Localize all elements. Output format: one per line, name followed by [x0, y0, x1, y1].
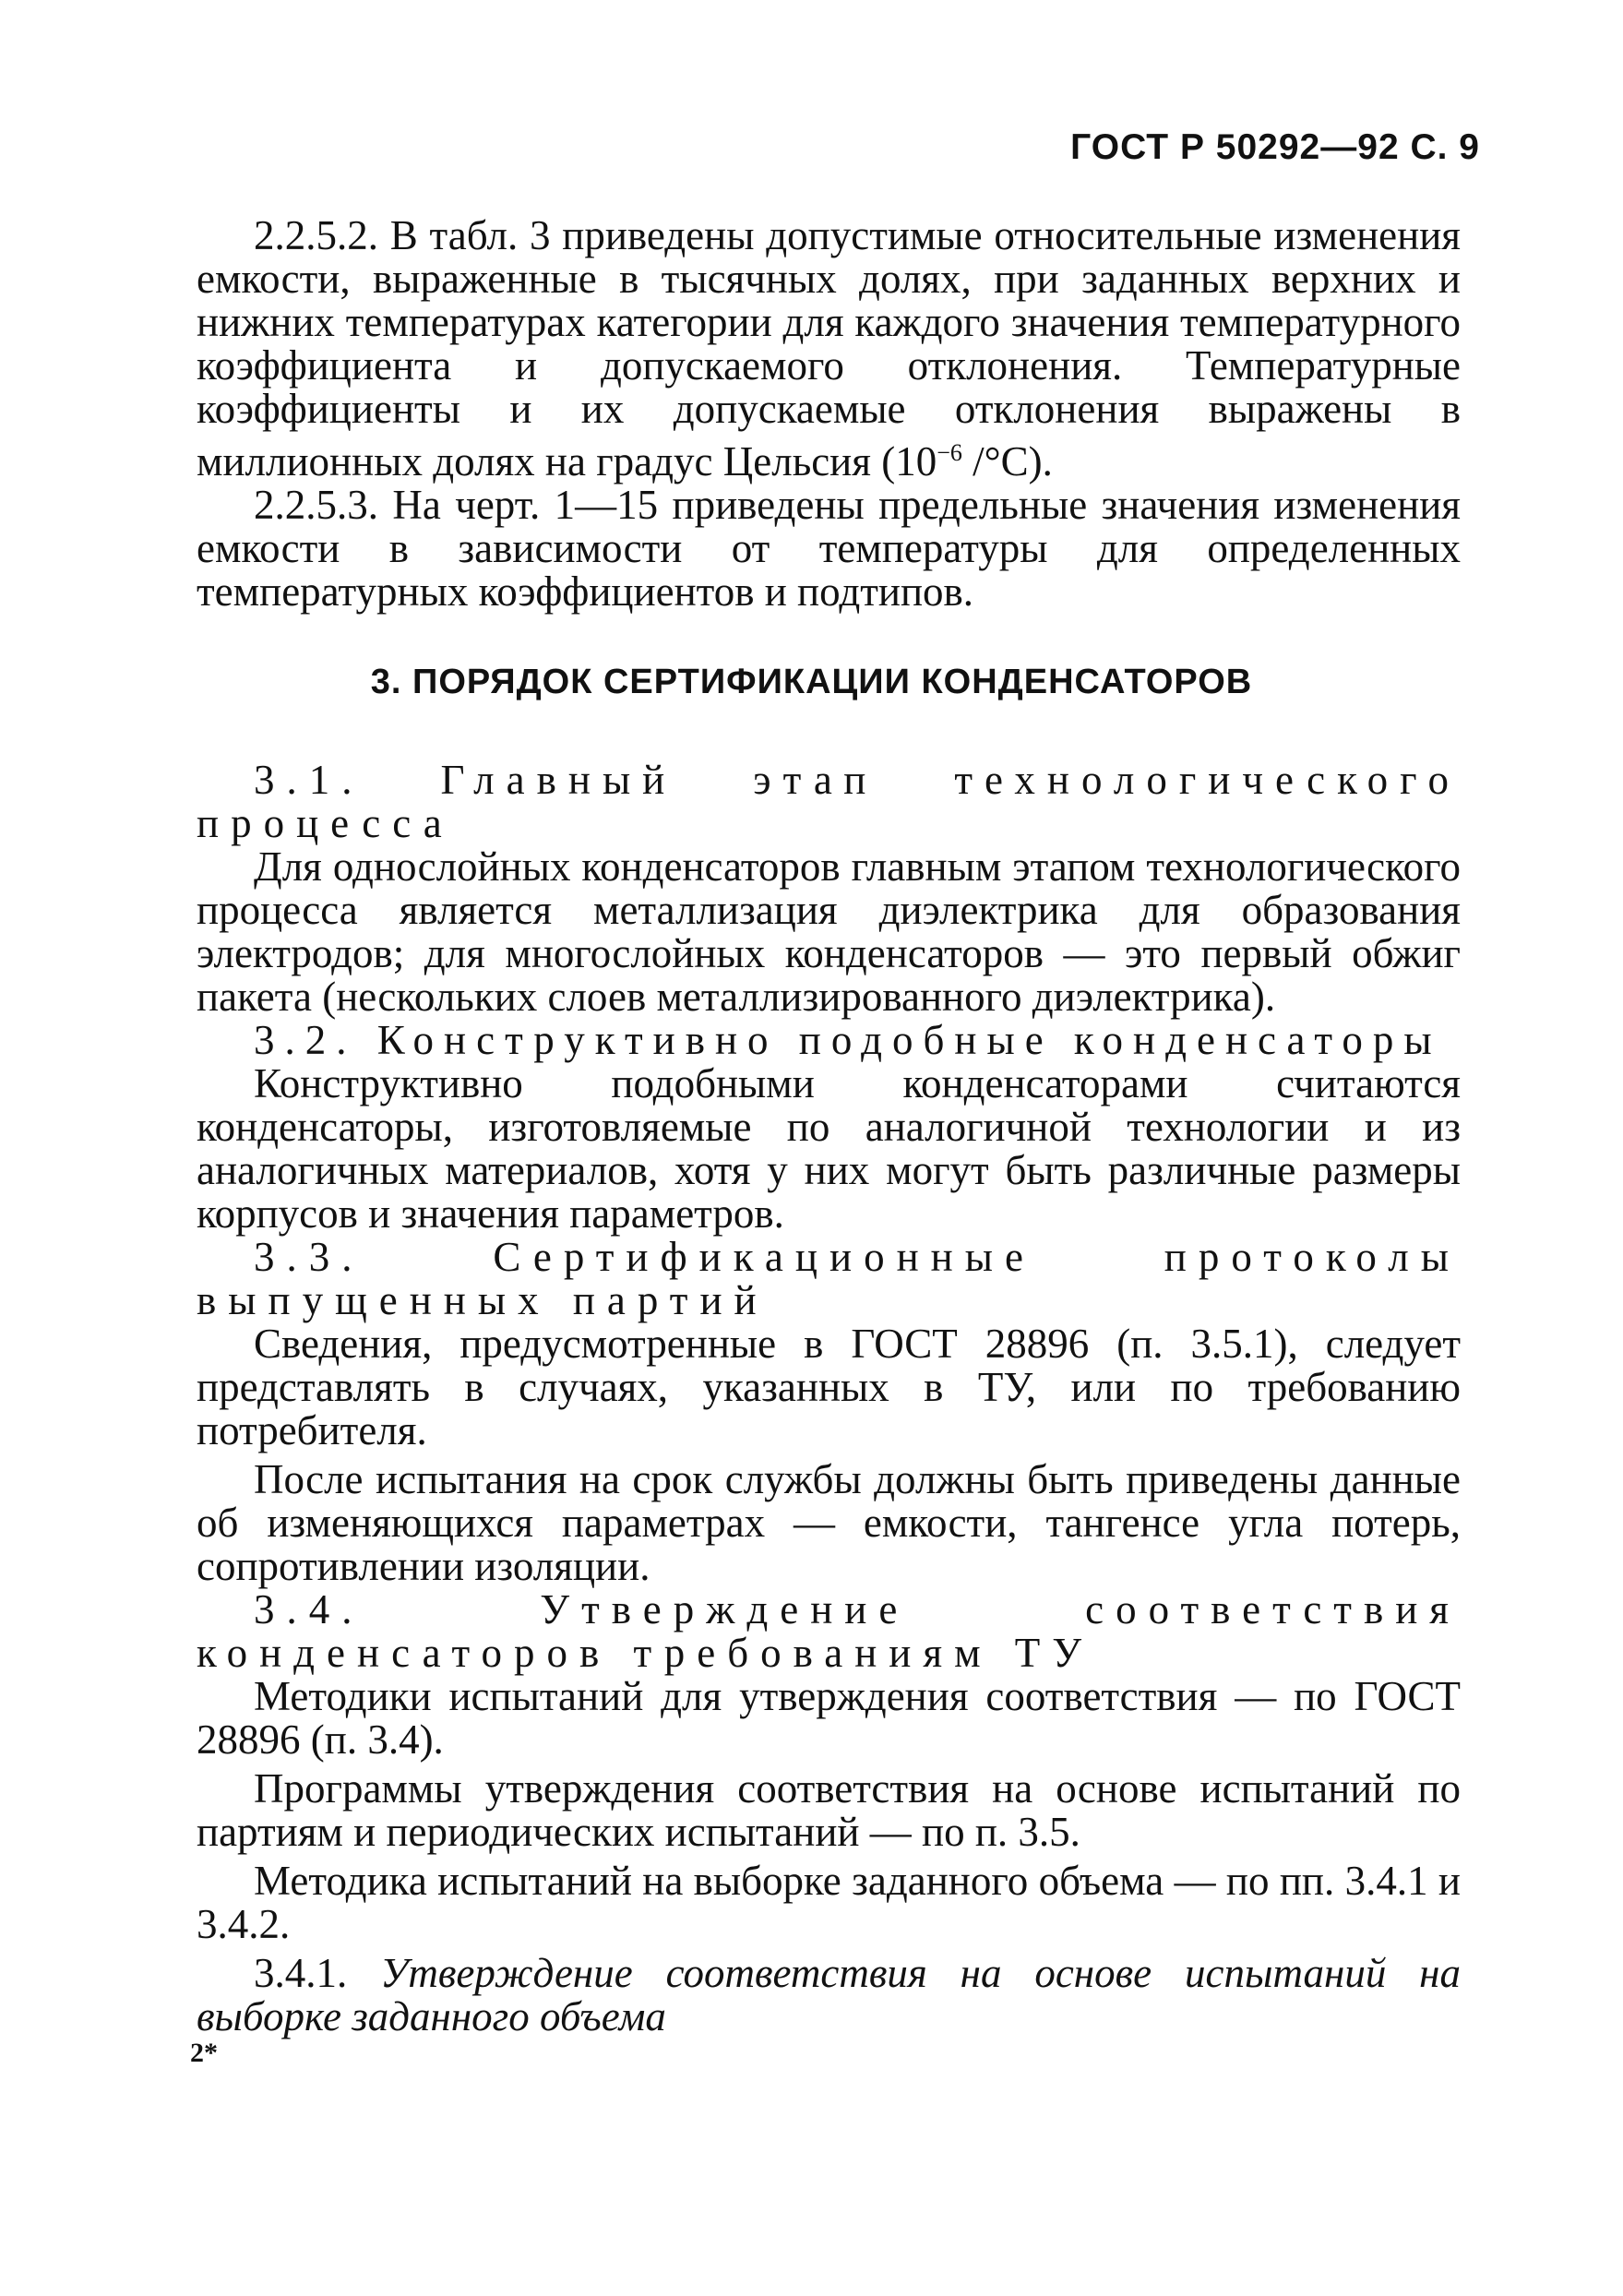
paragraph-2-2-5-2-text: 2.2.5.2. В табл. 3 приведены допустимые относительные изменения емкости, выраженные в тысячных долях, при заданных верхних и нижних температурах категории для каждого значения температурного коэффициента и допускаемого отклонения. Температурные коэффициенты и их допускаемые отклонения выражены в миллионных долях на градус Цельсия (10: [197, 212, 1461, 484]
paragraph-3-4-1: [197, 1952, 1461, 2039]
paragraph-2-2-5-2: [197, 214, 1461, 484]
paragraph-3-4b: Программы утверждения соответствия на основе испытаний по партиям и периодических испытаний — по п. 3.5.: [197, 1765, 1461, 1855]
paragraph-2-2-5-2-tail: /°С).: [961, 438, 1053, 484]
exponent: −6: [937, 439, 962, 466]
heading-3-4: 3.4. Утверждение соответствия конденсаторов требованиям ТУ: [197, 1586, 1461, 1676]
paragraph-3-2: Конструктивно подобными конденсаторами считаются конденсаторы, изготовляемые по аналогичной технологии и из аналогичных материалов, хотя у них могут быть различные размеры корпусов и значения параметров.: [197, 1060, 1461, 1237]
page-signature: 2*: [190, 2038, 218, 2068]
heading-3-3: 3.3. Сертификационные протоколы выпущенных партий: [197, 1234, 1461, 1323]
paragraph-3-3b: После испытания на срок службы должны быть приведены данные об изменяющихся параметрах — емкости, тангенсе угла потерь, сопротивлении изоляции.: [197, 1456, 1461, 1589]
paragraph-2-2-5-2-block: [197, 214, 1461, 614]
page-header: ГОСТ Р 50292—92 С. 9: [1070, 127, 1480, 167]
section-3-body: [197, 759, 1461, 2039]
paragraph-3-4-1-number: 3.4.1.: [254, 1950, 381, 1996]
heading-3-1: 3.1. Главный этап технологического процесса: [197, 757, 1461, 846]
paragraph-3-4a: Методики испытаний для утверждения соответствия — по ГОСТ 28896 (п. 3.4).: [197, 1673, 1461, 1763]
paragraph-3-4c: Методика испытаний на выборке заданного объема — по пп. 3.4.1 и 3.4.2.: [197, 1858, 1461, 1947]
paragraph-3-3a: Сведения, предусмотренные в ГОСТ 28896 (п. 3.5.1), следует представлять в случаях, указанных в ТУ, или по требованию потребителя.: [197, 1321, 1461, 1453]
paragraph-2-2-5-3: 2.2.5.3. На черт. 1—15 приведены предельные значения изменения емкости в зависимости от температуры для определенных температурных коэффициентов и подтипов.: [197, 482, 1461, 615]
paragraph-3-4-1-title: Утверждение соответствия на основе испытаний на выборке заданного объема: [197, 1950, 1462, 2039]
heading-3-2: 3.2. Конструктивно подобные конденсаторы: [254, 1017, 1442, 1063]
section-title: 3. ПОРЯДОК СЕРТИФИКАЦИИ КОНДЕНСАТОРОВ: [370, 663, 1253, 701]
paragraph-3-1: Для однослойных конденсаторов главным этапом технологического процесса является металлизация диэлектрика для образования электродов; для многослойных конденсаторов — это первый обжиг пакета (нескольких слоев металлизированного диэлектрика).: [197, 843, 1461, 1020]
